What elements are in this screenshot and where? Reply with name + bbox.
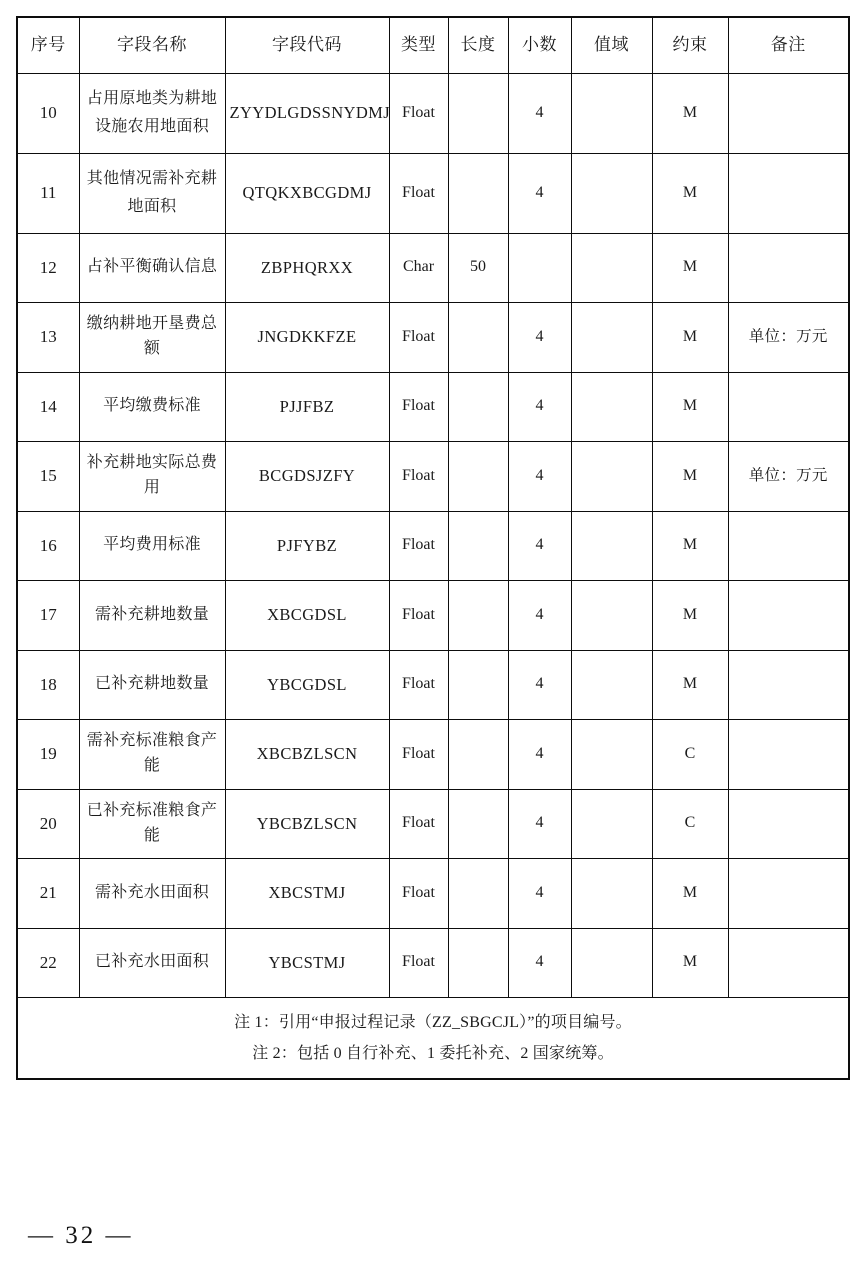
cell-constraint: M	[652, 859, 728, 929]
cell-decimal: 4	[508, 372, 571, 442]
cell-field-code: BCGDSJZFY	[225, 442, 389, 512]
cell-type: Float	[389, 859, 448, 929]
cell-constraint: M	[652, 442, 728, 512]
cell-seq: 15	[17, 442, 79, 512]
cell-domain	[571, 372, 652, 442]
cell-type: Float	[389, 720, 448, 790]
cell-seq: 13	[17, 303, 79, 373]
cell-type: Float	[389, 789, 448, 859]
cell-seq: 18	[17, 650, 79, 720]
column-header-domain: 值域	[571, 17, 652, 73]
cell-remark: 单位：万元	[728, 442, 849, 512]
cell-constraint: M	[652, 928, 728, 998]
cell-type: Float	[389, 372, 448, 442]
table-row	[17, 511, 849, 581]
column-header-type: 类型	[389, 17, 448, 73]
cell-length	[448, 442, 508, 512]
cell-field-name: 需补充水田面积	[79, 859, 225, 929]
cell-decimal: 4	[508, 303, 571, 373]
cell-length	[448, 650, 508, 720]
cell-field-code: ZBPHQRXX	[225, 233, 389, 303]
cell-remark	[728, 153, 849, 233]
field-name-line-1: 其他情况需补充耕	[86, 170, 218, 187]
cell-domain	[571, 789, 652, 859]
cell-seq: 20	[17, 789, 79, 859]
cell-domain	[571, 442, 652, 512]
cell-decimal: 4	[508, 511, 571, 581]
column-header-remark: 备注	[728, 17, 849, 73]
cell-remark	[728, 928, 849, 998]
cell-decimal: 4	[508, 73, 571, 153]
field-spec-table-container	[16, 16, 848, 1080]
cell-seq: 22	[17, 928, 79, 998]
cell-length	[448, 581, 508, 651]
cell-decimal: 4	[508, 442, 571, 512]
cell-domain	[571, 303, 652, 373]
cell-decimal: 4	[508, 928, 571, 998]
cell-length	[448, 153, 508, 233]
cell-field-code: YBCSTMJ	[225, 928, 389, 998]
column-header-field-code: 字段代码	[225, 17, 389, 73]
cell-type: Float	[389, 303, 448, 373]
cell-domain	[571, 928, 652, 998]
cell-domain	[571, 511, 652, 581]
table-notes-row	[17, 998, 849, 1080]
cell-domain	[571, 73, 652, 153]
cell-remark	[728, 581, 849, 651]
cell-decimal: 4	[508, 650, 571, 720]
cell-field-code: XBCBZLSCN	[225, 720, 389, 790]
cell-type: Float	[389, 442, 448, 512]
cell-field-code: XBCSTMJ	[225, 859, 389, 929]
cell-remark	[728, 859, 849, 929]
cell-field-name: 已补充水田面积	[79, 928, 225, 998]
cell-field-name: 已补充标准粮食产能	[79, 789, 225, 859]
column-header-constraint: 约束	[652, 17, 728, 73]
table-row	[17, 789, 849, 859]
field-name-line-1: 占用原地类为耕地	[86, 90, 218, 107]
cell-field-code: PJFYBZ	[225, 511, 389, 581]
table-body	[17, 73, 849, 1079]
cell-seq: 17	[17, 581, 79, 651]
cell-field-code: YBCBZLSCN	[225, 789, 389, 859]
cell-length	[448, 372, 508, 442]
cell-field-name: 缴纳耕地开垦费总额	[79, 303, 225, 373]
cell-remark: 单位：万元	[728, 303, 849, 373]
cell-domain	[571, 233, 652, 303]
cell-remark	[728, 372, 849, 442]
cell-decimal: 4	[508, 153, 571, 233]
column-header-decimal: 小数	[508, 17, 571, 73]
cell-domain	[571, 859, 652, 929]
cell-field-code: ZYYDLGDSSNYDMJ	[225, 73, 389, 153]
cell-seq: 16	[17, 511, 79, 581]
table-header	[17, 17, 849, 73]
note-line-1: 注 1：引用“申报过程记录（ZZ_SBGCJL）”的项目编号。	[234, 1013, 632, 1031]
cell-remark	[728, 720, 849, 790]
cell-decimal: 4	[508, 859, 571, 929]
cell-constraint: M	[652, 650, 728, 720]
table-row	[17, 303, 849, 373]
cell-seq: 11	[17, 153, 79, 233]
page-number: — 32 —	[28, 1222, 134, 1249]
cell-field-name	[79, 153, 225, 233]
cell-remark	[728, 650, 849, 720]
note-line-2: 注 2：包括 0 自行补充、1 委托补充、2 国家统筹。	[252, 1045, 614, 1062]
table-row	[17, 73, 849, 153]
table-row	[17, 859, 849, 929]
column-header-length: 长度	[448, 17, 508, 73]
cell-field-code: QTQKXBCGDMJ	[225, 153, 389, 233]
cell-constraint: M	[652, 581, 728, 651]
field-spec-table	[16, 16, 850, 1080]
table-header-row	[17, 17, 849, 73]
cell-type: Float	[389, 581, 448, 651]
cell-field-name: 需补充耕地数量	[79, 581, 225, 651]
cell-length	[448, 859, 508, 929]
cell-type: Float	[389, 73, 448, 153]
cell-field-code: PJJFBZ	[225, 372, 389, 442]
cell-field-name: 需补充标准粮食产能	[79, 720, 225, 790]
cell-field-name: 占补平衡确认信息	[79, 233, 225, 303]
cell-length	[448, 789, 508, 859]
cell-constraint: M	[652, 303, 728, 373]
table-row	[17, 581, 849, 651]
cell-length	[448, 511, 508, 581]
cell-length	[448, 303, 508, 373]
cell-length	[448, 928, 508, 998]
cell-domain	[571, 650, 652, 720]
cell-constraint: C	[652, 789, 728, 859]
cell-remark	[728, 789, 849, 859]
table-row	[17, 372, 849, 442]
table-row	[17, 233, 849, 303]
table-row	[17, 720, 849, 790]
cell-decimal: 4	[508, 720, 571, 790]
cell-domain	[571, 720, 652, 790]
column-header-seq: 序号	[17, 17, 79, 73]
cell-seq: 14	[17, 372, 79, 442]
field-name-line-2: 设施农用地面积	[94, 118, 210, 135]
cell-remark	[728, 511, 849, 581]
cell-remark	[728, 73, 849, 153]
cell-constraint: M	[652, 233, 728, 303]
cell-type: Float	[389, 928, 448, 998]
cell-field-name: 平均费用标准	[79, 511, 225, 581]
table-row	[17, 442, 849, 512]
cell-constraint: M	[652, 153, 728, 233]
cell-constraint: M	[652, 372, 728, 442]
cell-field-code: XBCGDSL	[225, 581, 389, 651]
table-row	[17, 153, 849, 233]
cell-domain	[571, 153, 652, 233]
cell-seq: 19	[17, 720, 79, 790]
cell-length: 50	[448, 233, 508, 303]
cell-field-name: 补充耕地实际总费用	[79, 442, 225, 512]
cell-length	[448, 720, 508, 790]
cell-seq: 21	[17, 859, 79, 929]
cell-domain	[571, 581, 652, 651]
table-row	[17, 650, 849, 720]
cell-constraint: C	[652, 720, 728, 790]
column-header-field-name: 字段名称	[79, 17, 225, 73]
cell-type: Char	[389, 233, 448, 303]
cell-seq: 12	[17, 233, 79, 303]
cell-remark	[728, 233, 849, 303]
cell-type: Float	[389, 650, 448, 720]
cell-seq: 10	[17, 73, 79, 153]
cell-field-name	[79, 73, 225, 153]
cell-decimal: 4	[508, 789, 571, 859]
cell-constraint: M	[652, 511, 728, 581]
cell-type: Float	[389, 153, 448, 233]
cell-constraint: M	[652, 73, 728, 153]
table-notes-cell	[17, 998, 849, 1080]
cell-field-code: YBCGDSL	[225, 650, 389, 720]
cell-length	[448, 73, 508, 153]
cell-field-name: 已补充耕地数量	[79, 650, 225, 720]
cell-decimal	[508, 233, 571, 303]
cell-field-code: JNGDKKFZE	[225, 303, 389, 373]
field-name-line-2: 地面积	[127, 198, 177, 215]
cell-decimal: 4	[508, 581, 571, 651]
table-row	[17, 928, 849, 998]
cell-type: Float	[389, 511, 448, 581]
cell-field-name: 平均缴费标准	[79, 372, 225, 442]
